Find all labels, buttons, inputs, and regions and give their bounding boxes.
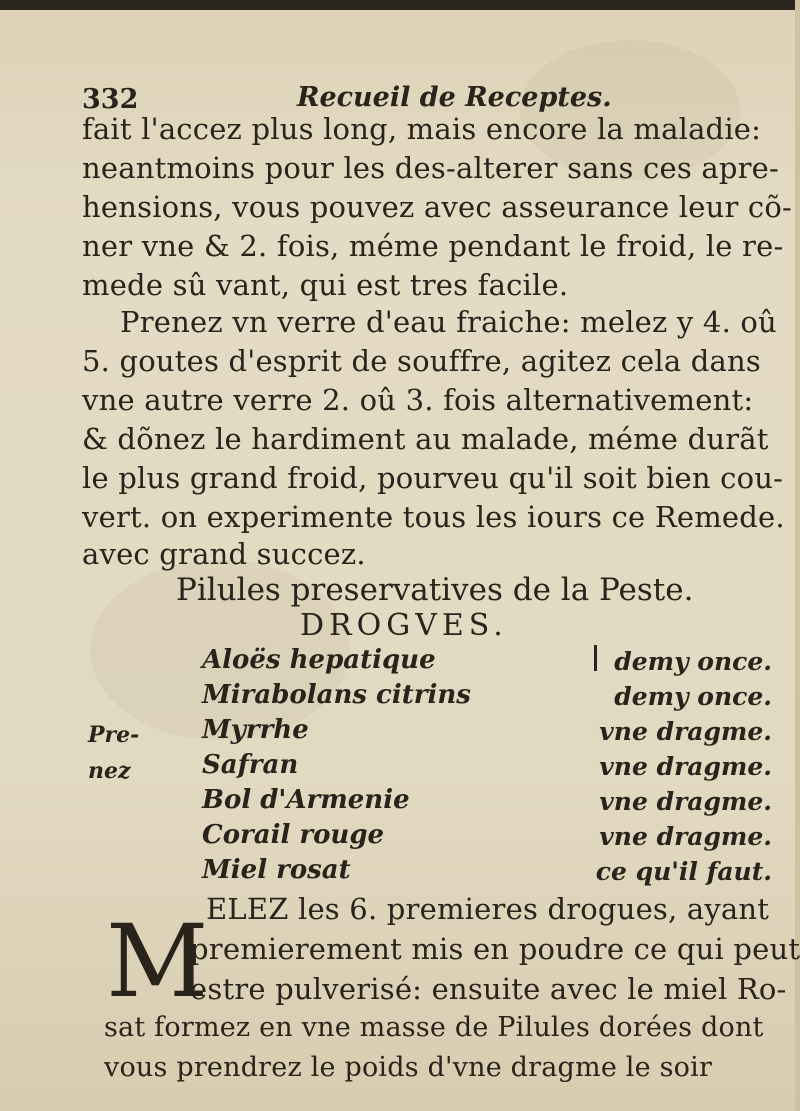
ingredient-row (82, 645, 772, 681)
ingredient-list (82, 645, 772, 895)
ingredient-name: Miel rosat (202, 855, 351, 885)
text-line: fait l'accez plus long, mais encore la maladie: (82, 112, 762, 146)
ingredient-qty: vne dragme. (599, 822, 772, 851)
text-line: hensions, vous pouvez avec asseurance leur cõ- (82, 190, 793, 224)
running-title: Recueil de Receptes. (297, 82, 612, 113)
page-top-edge (0, 0, 800, 10)
text-line: avec grand succez. (82, 537, 366, 571)
ingredient-name: Corail rouge (202, 820, 385, 850)
text-line: vne autre verre 2. oû 3. fois alternativement: (82, 383, 754, 417)
ingredient-name: Safran (202, 750, 299, 780)
ingredient-row (82, 750, 772, 786)
text-line: sat formez en vne masse de Pilules dorées dont (104, 1012, 764, 1043)
text-line: 5. goutes d'esprit de souffre, agitez cela dans (82, 344, 761, 378)
text-line: vous prendrez le poids d'vne dragme le soir (104, 1052, 713, 1083)
text-line: ner vne & 2. fois, méme pendant le froid, le re- (82, 229, 784, 263)
text-line: le plus grand froid, pourveu qu'il soit bien cou- (82, 461, 784, 495)
ingredient-qty: vne dragme. (599, 787, 772, 816)
ingredient-row (82, 715, 772, 751)
ingredient-row (82, 820, 772, 856)
ingredient-row (82, 855, 772, 891)
ingredient-name: Mirabolans citrins (202, 680, 471, 710)
text-line: estre pulverisé: ensuite avec le miel Ro- (190, 972, 787, 1006)
page-number: 332 (82, 84, 139, 115)
text-line: Prenez vn verre d'eau fraiche: melez y 4. oû (120, 305, 777, 339)
ingredient-qty: ce qu'il faut. (595, 857, 772, 886)
ingredient-qty: vne dragme. (599, 717, 772, 746)
ingredient-row (82, 785, 772, 821)
margin-note: Pre- (88, 722, 140, 748)
bracket-mark (594, 645, 597, 671)
ingredient-qty: demy once. (614, 647, 772, 676)
text-line: ELEZ les 6. premieres drogues, ayant (206, 892, 770, 926)
drogues-heading: DROGVES. (300, 608, 508, 643)
drop-cap: M (106, 903, 209, 1020)
ingredient-row (82, 680, 772, 716)
ingredient-qty: vne dragme. (599, 752, 772, 781)
ingredient-name: Myrrhe (202, 715, 309, 745)
ingredient-name: Bol d'Armenie (202, 785, 410, 815)
text-line: & dõnez le hardiment au malade, méme durãt (82, 422, 769, 456)
ingredient-qty: demy once. (614, 682, 772, 711)
text-line: neantmoins pour les des-alterer sans ces apre- (82, 151, 780, 185)
text-line: mede sû vant, qui est tres facile. (82, 268, 569, 302)
margin-note: nez (88, 758, 131, 784)
ingredient-name: Aloës hepatique (202, 645, 436, 675)
text-line: vert. on experimente tous les iours ce Remede. (82, 500, 785, 534)
text-line: premierement mis en poudre ce qui peut (190, 932, 800, 966)
section-title: Pilules preservatives de la Peste. (176, 572, 694, 608)
